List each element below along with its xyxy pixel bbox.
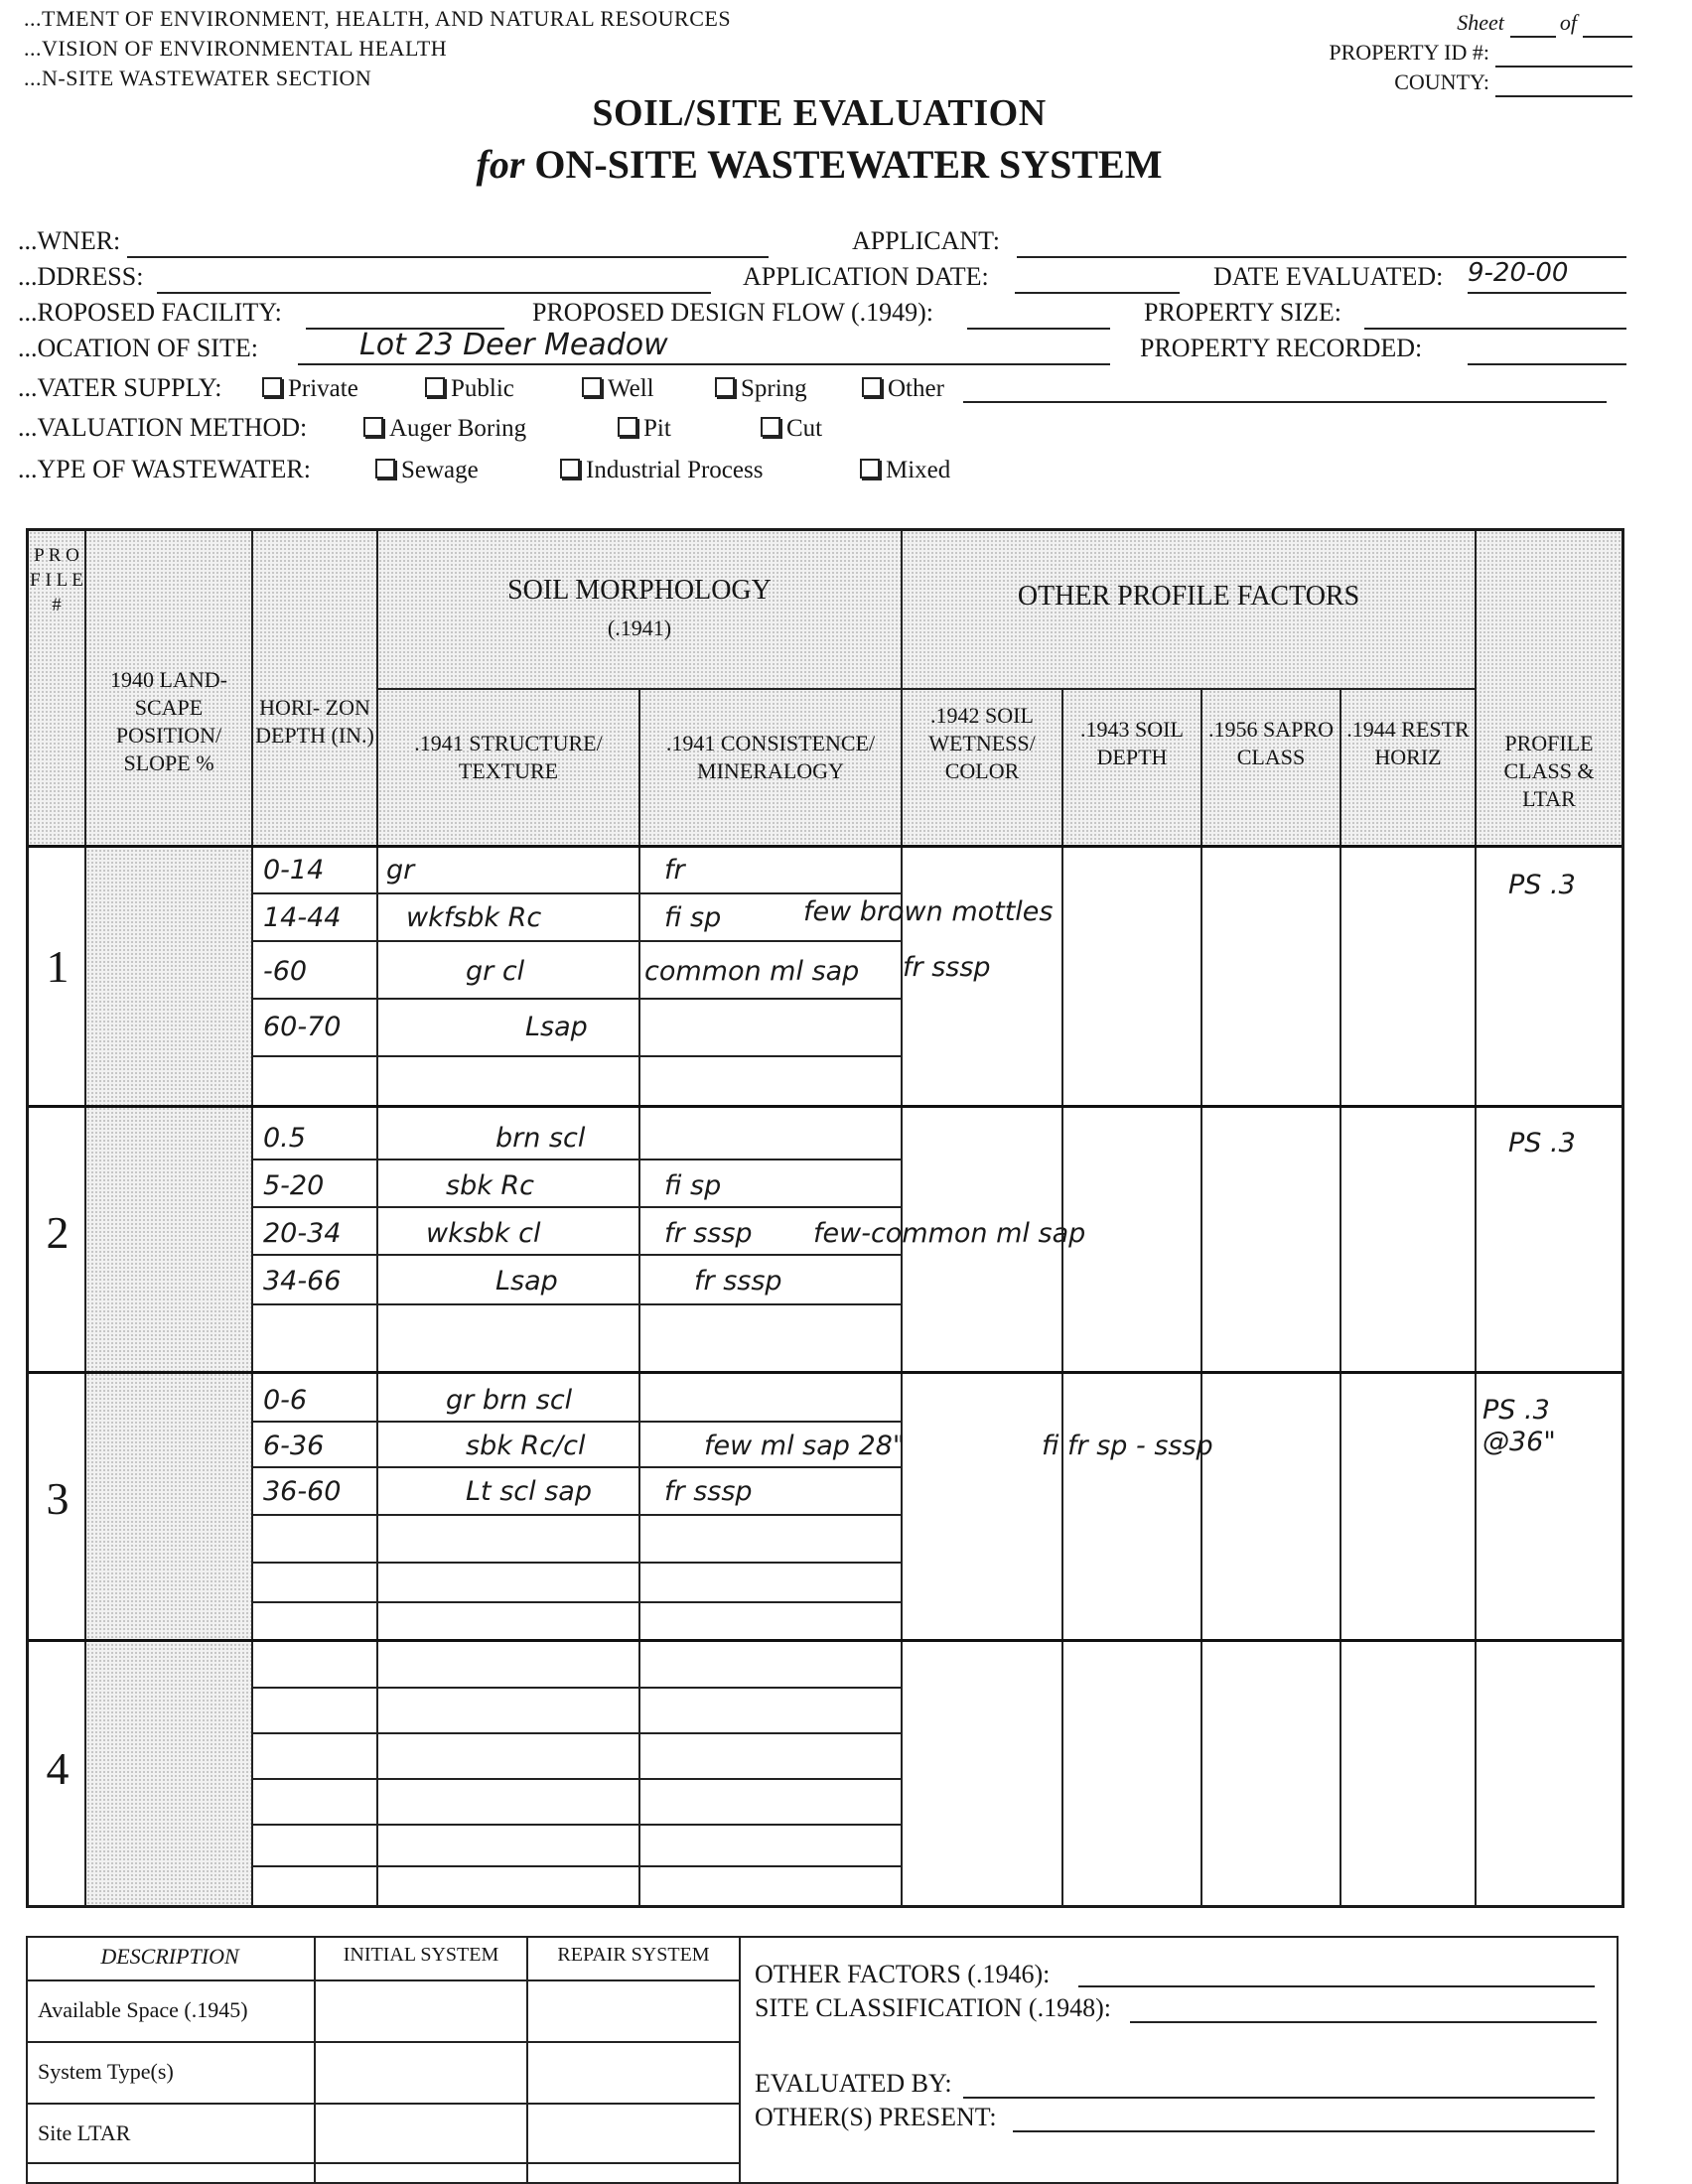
structure-texture[interactable]: Lsap — [525, 1012, 588, 1042]
owner-label: ...WNER: — [18, 226, 121, 255]
checkbox[interactable] — [862, 377, 882, 397]
checkbox[interactable] — [363, 417, 383, 437]
horizon-depth[interactable]: 60-70 — [263, 1012, 342, 1042]
eval-option-cut[interactable]: Cut — [761, 415, 822, 443]
horizon-depth[interactable]: -60 — [263, 956, 308, 987]
design-flow-field[interactable] — [967, 328, 1110, 330]
profile-number: 2 — [46, 1207, 70, 1258]
address-label: ...DDRESS: — [18, 262, 144, 291]
structure-texture[interactable]: wkfsbk Rc — [406, 902, 542, 933]
horizon-depth[interactable]: 36-60 — [263, 1476, 342, 1507]
evaluation-method-label: ...VALUATION METHOD: — [18, 413, 308, 442]
structure-texture[interactable]: gr brn scl — [446, 1385, 573, 1416]
evaluated-by-field[interactable] — [963, 2097, 1595, 2099]
landscape-column-shade — [86, 845, 253, 1905]
form-subtitle — [0, 141, 1638, 188]
horizon-depth[interactable]: 5-20 — [263, 1170, 325, 1201]
address-field[interactable] — [157, 292, 711, 294]
col-profile-header: P R O F I L E # — [30, 545, 83, 615]
profile-class[interactable]: PS .3 — [1508, 1128, 1576, 1159]
col-class-header: PROFILE CLASS & LTAR — [1503, 731, 1595, 811]
date-evaluated-value[interactable]: 9-20-00 — [1468, 258, 1569, 288]
water-option-spring[interactable]: Spring — [715, 375, 807, 403]
location-line — [298, 363, 1110, 365]
col-depth-header: .1943 SOIL DEPTH — [1080, 717, 1184, 769]
other-factor-note[interactable]: fi fr sp - sssp — [1042, 1431, 1213, 1461]
location-value[interactable]: Lot 23 Deer Meadow — [359, 328, 668, 362]
structure-texture[interactable]: sbk Rc/cl — [466, 1431, 586, 1461]
form-title: SOIL/SITE EVALUATION — [592, 92, 1047, 134]
horizon-depth[interactable]: 20-34 — [263, 1218, 342, 1249]
county-label: COUNTY: — [1394, 69, 1489, 94]
site-classification-field[interactable] — [1130, 2021, 1597, 2023]
property-id-field[interactable] — [1495, 44, 1632, 68]
consistence-mineralogy[interactable]: common ml sap — [644, 956, 860, 987]
water-supply-label: ...VATER SUPPLY: — [18, 373, 222, 402]
horizon-depth[interactable]: 0.5 — [263, 1123, 306, 1154]
subtitle-text: ON-SITE WASTEWATER SYSTEM — [534, 142, 1163, 187]
division-name: ...VISION OF ENVIRONMENTAL HEALTH — [24, 36, 448, 61]
structure-texture[interactable]: Lsap — [495, 1266, 558, 1297]
consistence-mineralogy[interactable]: fi sp — [664, 902, 722, 933]
col-horizon-header: HORI- ZON DEPTH (IN.) — [255, 695, 374, 748]
other-factors-label: OTHER FACTORS (.1946): — [755, 1960, 1051, 1988]
date-evaluated-label: DATE EVALUATED: — [1213, 262, 1444, 291]
property-recorded-label: PROPERTY RECORDED: — [1140, 334, 1423, 362]
application-date-field[interactable] — [1015, 292, 1180, 294]
site-classification-label: SITE CLASSIFICATION (.1948): — [755, 1993, 1111, 2022]
initial-system-header: INITIAL SYSTEM — [343, 1944, 499, 1966]
consistence-mineralogy[interactable]: fr — [664, 855, 685, 886]
owner-field[interactable] — [127, 256, 769, 258]
col-structure-header: .1941 STRUCTURE/ TEXTURE — [414, 731, 603, 783]
checkbox[interactable] — [860, 459, 880, 478]
agency-header — [24, 4, 731, 93]
col-sapro-header: .1956 SAPRO CLASS — [1208, 717, 1334, 769]
other-factor-note[interactable]: fr sssp — [903, 952, 991, 983]
consistence-mineralogy[interactable]: fr sssp — [694, 1266, 782, 1297]
available-space-label: Available Space (.1945) — [38, 1997, 248, 2022]
structure-texture[interactable]: Lt scl sap — [466, 1476, 592, 1507]
soil-profile-table — [26, 528, 1624, 1908]
consistence-mineralogy[interactable]: few ml sap 28" — [704, 1431, 906, 1461]
water-option-public[interactable]: Public — [425, 375, 514, 403]
col-consistence-header: .1941 CONSISTENCE/ MINERALOGY — [665, 731, 876, 783]
subtitle-prefix: for — [476, 142, 525, 187]
consistence-mineralogy[interactable]: fr sssp — [664, 1218, 753, 1249]
of-label: of — [1559, 10, 1577, 35]
repair-system-header: REPAIR SYSTEM — [557, 1944, 710, 1966]
wastewater-option-mixed[interactable]: Mixed — [860, 457, 950, 484]
checkbox[interactable] — [425, 377, 445, 397]
sheet-info — [1281, 8, 1632, 97]
proposed-facility-label: ...ROPOSED FACILITY: — [18, 298, 282, 327]
checkbox[interactable] — [560, 459, 580, 478]
sheet-field[interactable] — [1510, 14, 1556, 38]
site-ltar-label: Site LTAR — [38, 2120, 131, 2145]
consistence-mineralogy[interactable]: fr sssp — [664, 1476, 753, 1507]
structure-texture[interactable]: sbk Rc — [446, 1170, 535, 1201]
wastewater-option-sewage[interactable]: Sewage — [375, 457, 479, 484]
sheet-label: Sheet — [1457, 10, 1504, 35]
checkbox[interactable] — [761, 417, 780, 437]
profile-number: 3 — [46, 1473, 70, 1524]
eval-option-auger[interactable]: Auger Boring — [363, 415, 526, 443]
profile-class[interactable]: PS .3 @36" — [1482, 1395, 1556, 1457]
property-recorded-field[interactable] — [1468, 363, 1626, 365]
structure-texture[interactable]: gr — [386, 855, 415, 886]
property-id-label: PROPERTY ID #: — [1329, 40, 1489, 65]
property-size-label: PROPERTY SIZE: — [1144, 298, 1341, 327]
checkbox[interactable] — [582, 377, 602, 397]
water-option-private[interactable]: Private — [262, 375, 358, 403]
profile-class[interactable]: PS .3 — [1508, 870, 1576, 900]
evaluated-by-label: EVALUATED BY: — [755, 2069, 952, 2098]
horizon-depth[interactable]: 0-14 — [263, 855, 325, 886]
water-option-well[interactable]: Well — [582, 375, 654, 403]
col-restr-header: .1944 RESTR HORIZ — [1346, 717, 1470, 769]
others-present-label: OTHER(S) PRESENT: — [755, 2103, 997, 2131]
horizon-depth[interactable]: 34-66 — [263, 1266, 342, 1297]
horizon-depth[interactable]: 6-36 — [263, 1431, 325, 1461]
location-label: ...OCATION OF SITE: — [18, 334, 258, 362]
system-summary-section — [26, 1936, 1624, 2184]
others-present-field[interactable] — [1013, 2130, 1595, 2132]
applicant-label: APPLICANT: — [852, 226, 1000, 255]
checkbox[interactable] — [715, 377, 735, 397]
property-size-field[interactable] — [1364, 328, 1626, 330]
checkbox[interactable] — [618, 417, 637, 437]
structure-texture[interactable]: wksbk cl — [426, 1218, 541, 1249]
other-factor-note[interactable]: few-common ml sap — [813, 1218, 1086, 1249]
other-factors-field[interactable] — [1078, 1985, 1595, 1987]
of-field[interactable] — [1583, 14, 1632, 38]
consistence-mineralogy[interactable]: fi sp — [664, 1170, 722, 1201]
date-evaluated-line — [1468, 292, 1626, 294]
water-option-other[interactable]: Other — [862, 375, 944, 403]
system-type-label: System Type(s) — [38, 2059, 174, 2084]
department-name: ...TMENT OF ENVIRONMENT, HEALTH, AND NATURAL RESOURCES — [24, 6, 732, 31]
structure-texture[interactable]: brn scl — [495, 1123, 586, 1154]
design-flow-label: PROPOSED DESIGN FLOW (.1949): — [532, 298, 933, 327]
structure-texture[interactable]: gr cl — [466, 956, 525, 987]
application-date-label: APPLICATION DATE: — [743, 262, 989, 291]
eval-option-pit[interactable]: Pit — [618, 415, 671, 443]
col-wetness-header: .1942 SOIL WETNESS/ COLOR — [928, 703, 1036, 783]
description-header: DESCRIPTION — [100, 1944, 239, 1969]
soil-morphology-header: SOIL MORPHOLOGY — [507, 575, 772, 606]
checkbox[interactable] — [262, 377, 282, 397]
other-factor-note[interactable]: few brown mottles — [803, 896, 1054, 927]
horizon-depth[interactable]: 0-6 — [263, 1385, 308, 1416]
other-factors-header: OTHER PROFILE FACTORS — [1017, 581, 1360, 612]
section-name: ...N-SITE WASTEWATER SECTION — [24, 66, 372, 90]
profile-number: 4 — [46, 1743, 70, 1794]
profile-number: 1 — [46, 941, 70, 992]
soil-morphology-code: (.1941) — [607, 615, 672, 640]
horizon-depth[interactable]: 14-44 — [263, 902, 342, 933]
wastewater-type-label: ...YPE OF WASTEWATER: — [18, 455, 311, 483]
col-landscape-header: 1940 LAND- SCAPE POSITION/ SLOPE % — [110, 667, 227, 775]
checkbox[interactable] — [375, 459, 395, 478]
wastewater-option-industrial[interactable]: Industrial Process — [560, 457, 763, 484]
water-other-field[interactable] — [963, 401, 1607, 403]
